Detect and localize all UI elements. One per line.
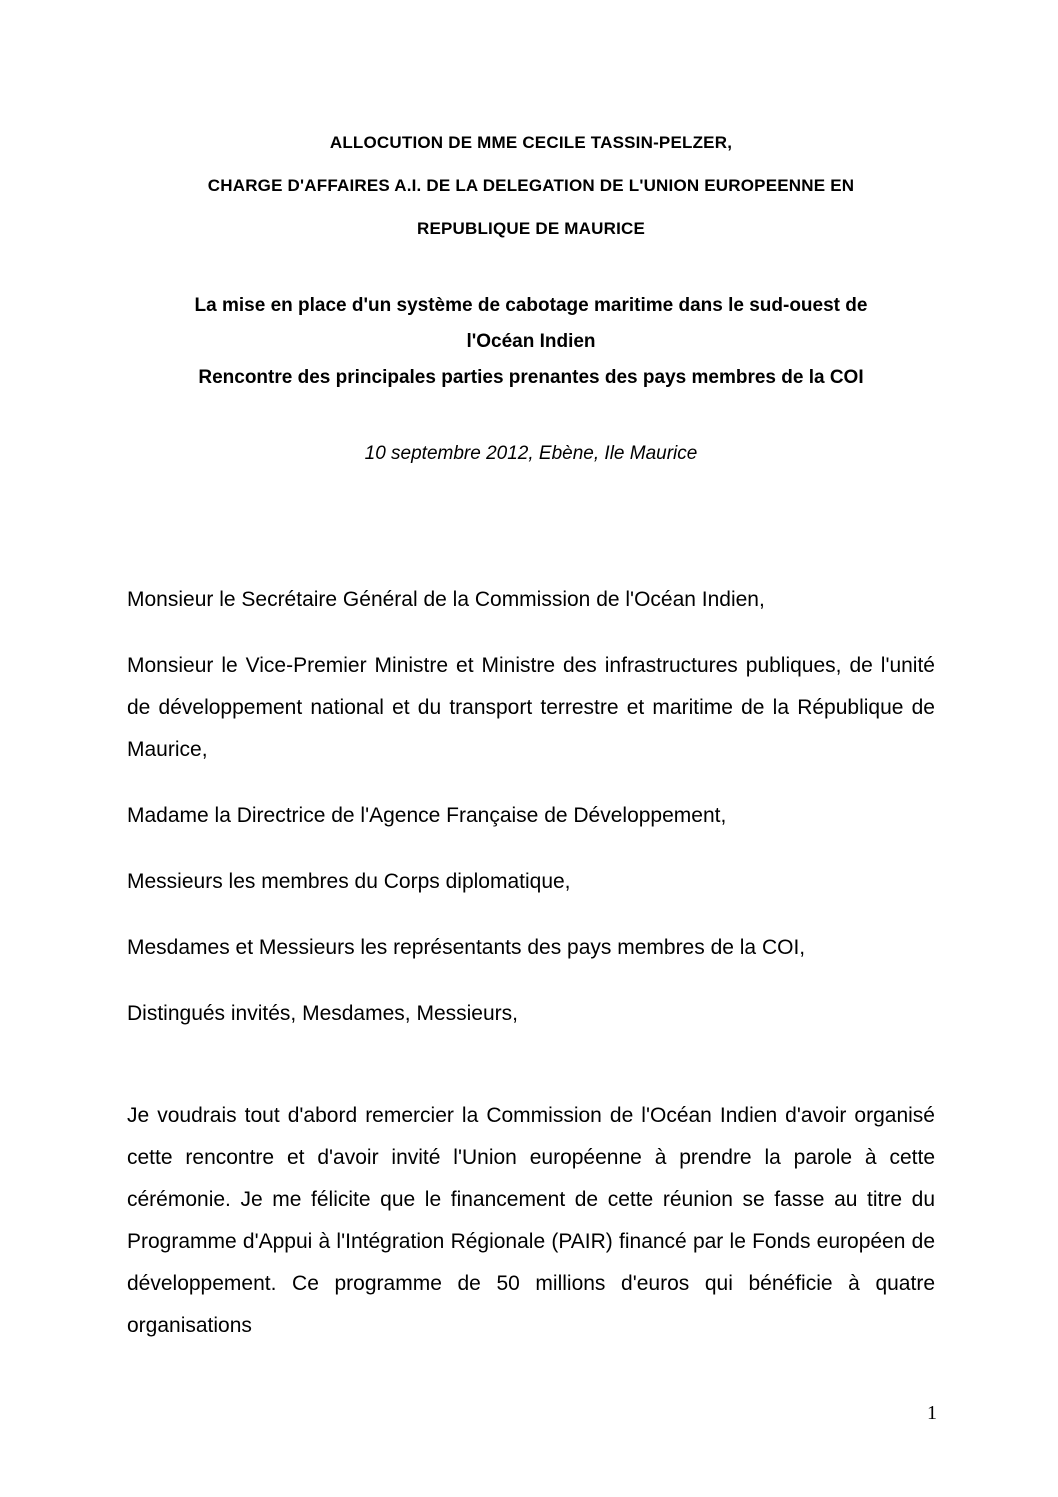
salutation-secretaire-general: Monsieur le Secrétaire Général de la Commission de l'Océan Indien, [127, 588, 765, 611]
subtitle-line-1: La mise en place d'un système de cabotage maritime dans le sud-ouest de [194, 295, 868, 316]
title-line-3: REPUBLIQUE DE MAURICE [416, 219, 646, 238]
speech-body [127, 579, 935, 1347]
opening-paragraph: Je voudrais tout d'abord remercier la Commission de l'Océan Indien d'avoir organisé cette rencontre et d'avoir invité l'Union européenne à prendre la parole à cette cérémonie. Je me félicite que le financement de cette réunion se fasse au titre du Programme d'Appui à l'Intégration Régionale (PAIR) financé par le Fonds européen de développement. Ce programme de 50 millions d'euros qui bénéficie à quatre organisations [127, 1104, 935, 1337]
salutation-vice-premier-ministre: Monsieur le Vice-Premier Ministre et Ministre des infrastructures publiques, de l'unité de développement national et du transport terrestre et maritime de la République de Maurice, [127, 654, 935, 761]
salutation-directrice-afd: Madame la Directrice de l'Agence Française de Développement, [127, 804, 727, 827]
salutation-representants-coi: Mesdames et Messieurs les représentants des pays membres de la COI, [127, 936, 806, 959]
title-line-2: CHARGE D'AFFAIRES A.I. DE LA DELEGATION DE L'UNION EUROPEENNE EN [207, 176, 855, 195]
title-line-1: ALLOCUTION DE MME CECILE TASSIN-PELZER, [329, 133, 733, 152]
subtitle-line-3: Rencontre des principales parties prenantes des pays membres de la COI [198, 367, 864, 388]
salutation-invites: Distingués invités, Mesdames, Messieurs, [127, 1002, 518, 1025]
dateline: 10 septembre 2012, Ebène, Ile Maurice [364, 443, 698, 464]
subtitle-line-2: l'Océan Indien [466, 331, 596, 352]
salutation-corps-diplomatique: Messieurs les membres du Corps diplomatique, [127, 870, 571, 893]
page-number: 1 [927, 1402, 937, 1424]
document-title [127, 121, 935, 250]
document-subtitle [127, 288, 935, 396]
